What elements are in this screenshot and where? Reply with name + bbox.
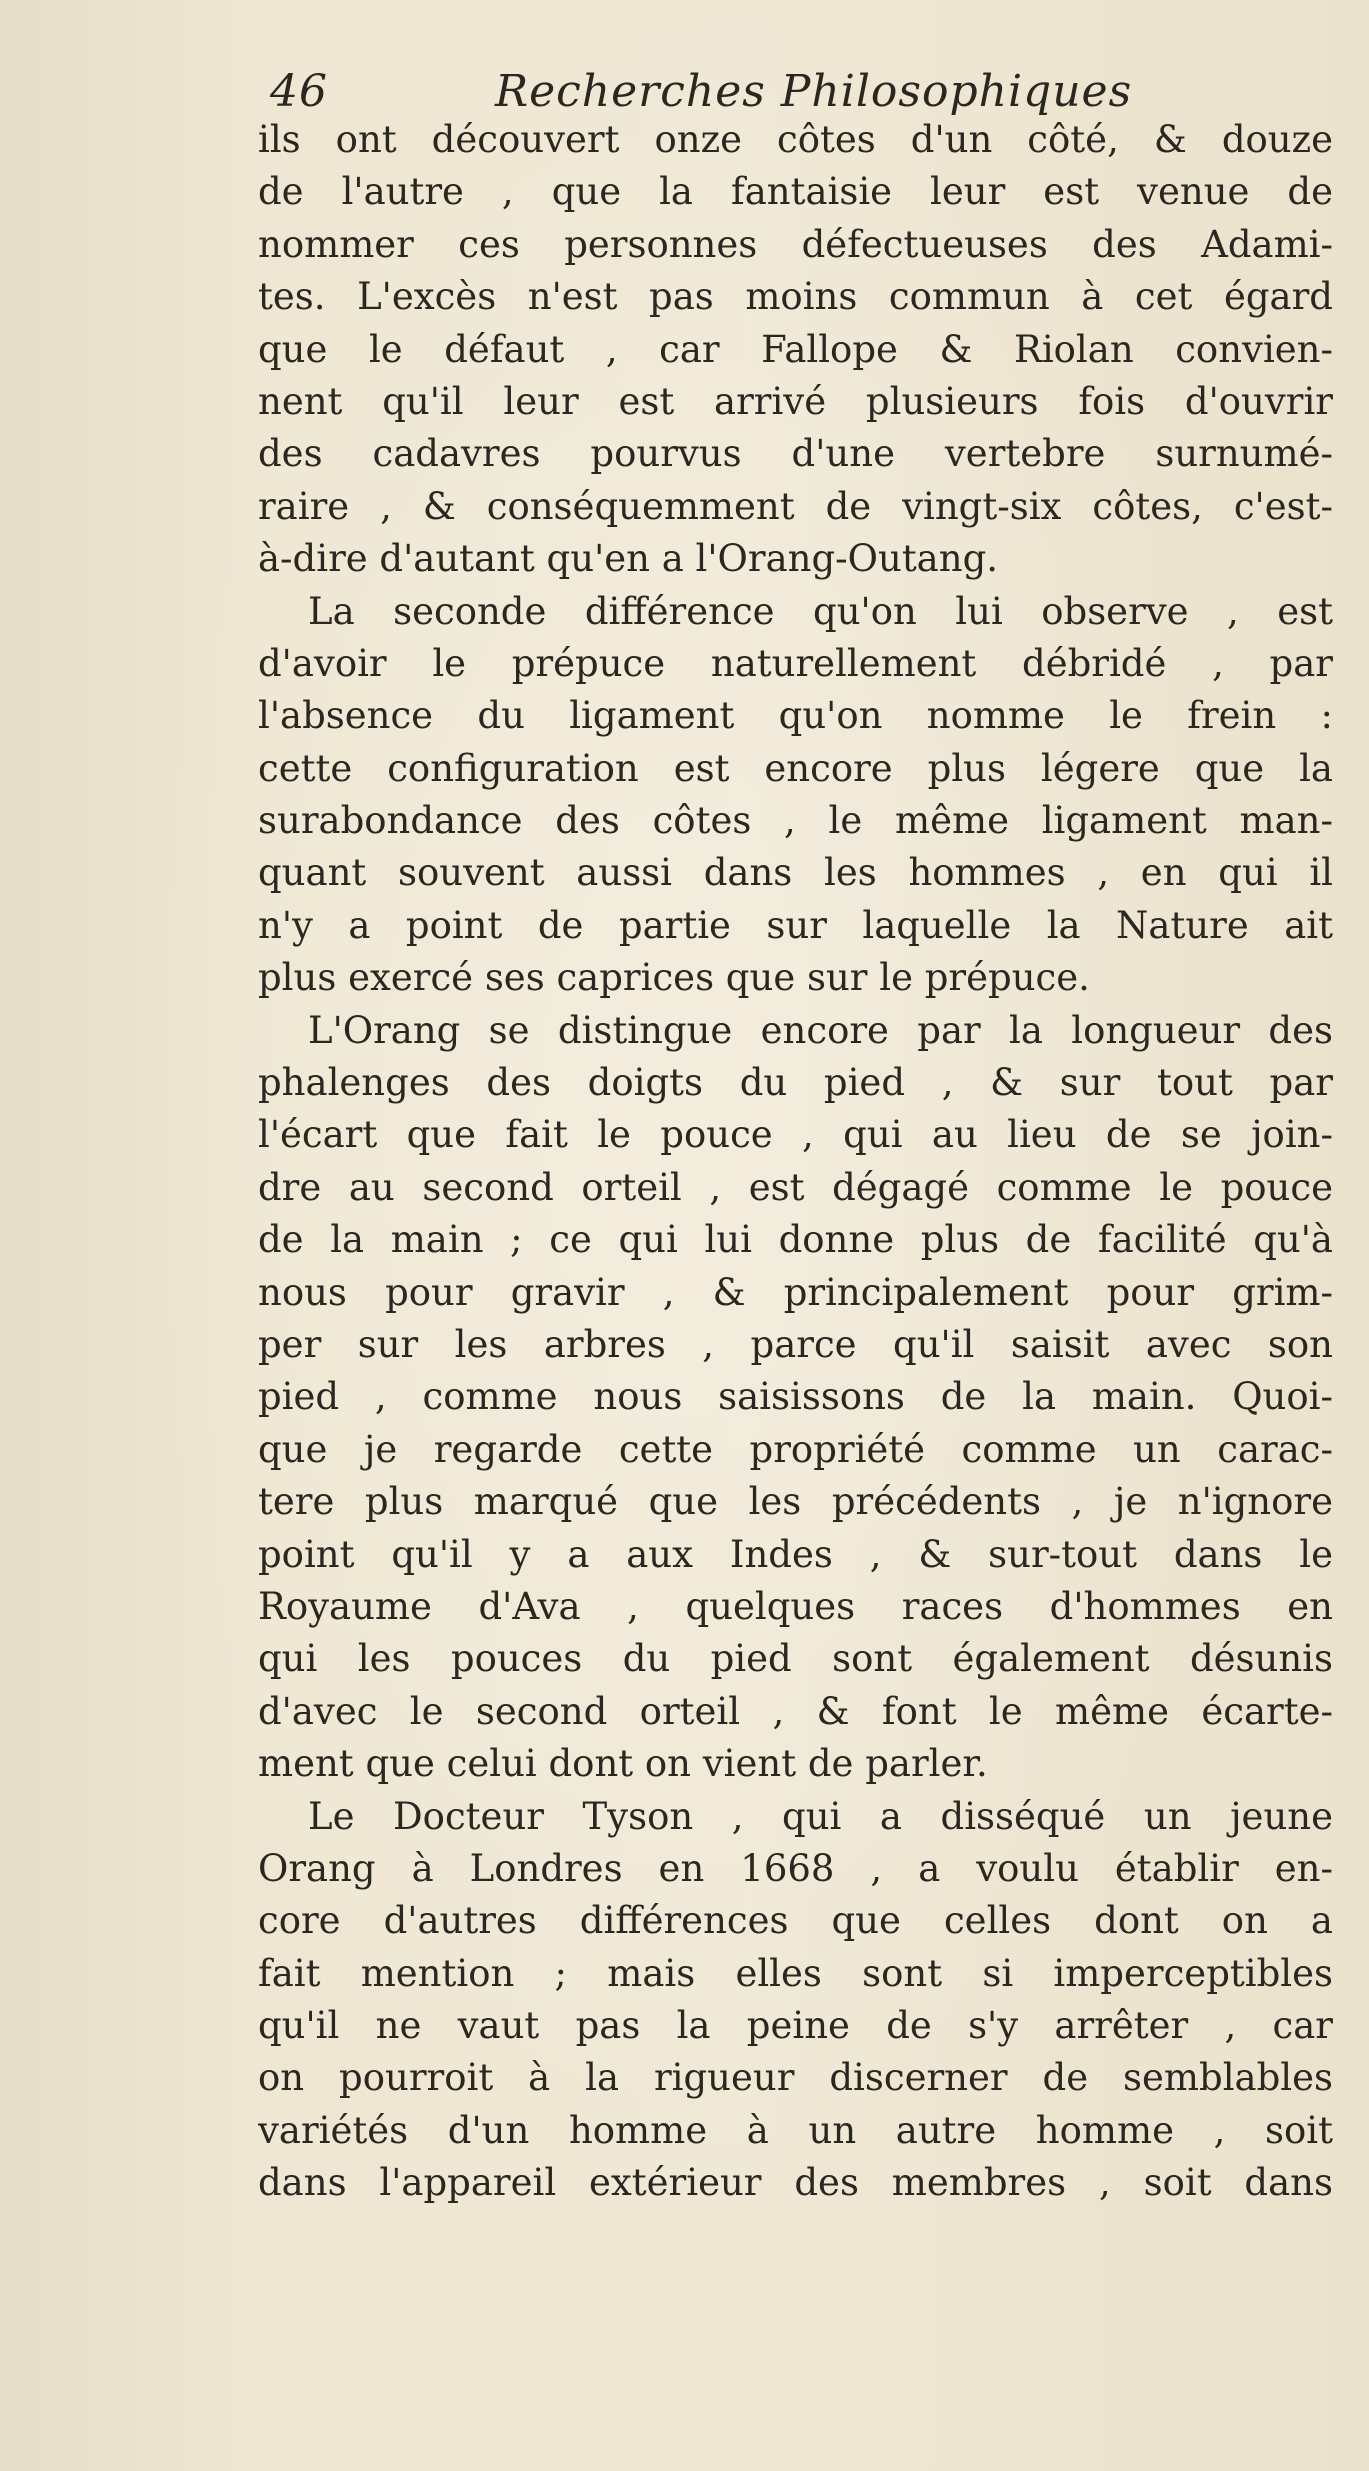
text-line: d'avoir le prépuce naturellement débridé , par	[258, 641, 1333, 685]
text-line: d'avec le second orteil , & font le même écarte-	[258, 1689, 1333, 1733]
text-line: qui les pouces du pied sont également désunis	[258, 1637, 1333, 1681]
text-line: L'Orang se distingue encore par la longueur des	[308, 1008, 1333, 1052]
text-line: fait mention ; mais elles sont si imperceptibles	[258, 1951, 1333, 1995]
text-line: des cadavres pourvus d'une vertebre surnumé-	[258, 432, 1333, 476]
text-line: quant souvent aussi dans les hommes , en qui il	[258, 851, 1333, 895]
text-line: variétés d'un homme à un autre homme , soit	[258, 2108, 1333, 2152]
text-line: tere plus marqué que les précédents , je n'ignore	[258, 1480, 1333, 1524]
text-line: nommer ces personnes défectueuses des Adami-	[258, 222, 1333, 266]
text-line: l'écart que fait le pouce , qui au lieu de se join-	[258, 1113, 1333, 1157]
page-number: 46	[270, 66, 328, 117]
text-line: à-dire d'autant qu'en a l'Orang-Outang.	[258, 537, 999, 581]
text-line: l'absence du ligament qu'on nomme le frein :	[258, 694, 1333, 738]
text-line: de la main ; ce qui lui donne plus de facilité qu'à	[258, 1218, 1333, 1262]
text-line: point qu'il y a aux Indes , & sur-tout dans le	[258, 1532, 1333, 1576]
text-line: de l'autre , que la fantaisie leur est venue de	[258, 170, 1333, 214]
text-line: Royaume d'Ava , quelques races d'hommes en	[258, 1584, 1333, 1628]
text-line: dre au second orteil , est dégagé comme le pouce	[258, 1165, 1333, 1209]
text-line: on pourroit à la rigueur discerner de semblables	[258, 2056, 1333, 2100]
text-line: ment que celui dont on vient de parler.	[258, 1742, 988, 1786]
text-line: Orang à Londres en 1668 , a voulu établir en-	[258, 1846, 1333, 1890]
text-line: surabondance des côtes , le même ligament man-	[258, 799, 1333, 843]
text-line: per sur les arbres , parce qu'il saisit avec son	[258, 1322, 1333, 1366]
text-line: qu'il ne vaut pas la peine de s'y arrêter , car	[258, 2004, 1333, 2048]
text-line: que je regarde cette propriété comme un carac-	[258, 1427, 1333, 1471]
text-line: n'y a point de partie sur laquelle la Nature ait	[258, 903, 1333, 947]
text-line: La seconde différence qu'on lui observe , est	[308, 589, 1333, 633]
text-line: tes. L'excès n'est pas moins commun à cet égard	[258, 275, 1333, 319]
running-head: Recherches Philosophiques	[495, 66, 1133, 117]
text-line: Le Docteur Tyson , qui a disséqué un jeune	[308, 1794, 1333, 1838]
text-line: dans l'appareil extérieur des membres , soit dans	[258, 2161, 1333, 2205]
text-line: ils ont découvert onze côtes d'un côté, & douze	[258, 118, 1333, 161]
text-line: nous pour gravir , & principalement pour grim-	[258, 1270, 1333, 1314]
body-text	[258, 114, 1333, 2210]
text-line: cette configuration est encore plus légere que la	[258, 746, 1333, 790]
text-line: raire , & conséquemment de vingt-six côtes, c'est-	[258, 484, 1333, 528]
text-line: que le défaut , car Fallope & Riolan convien-	[258, 327, 1333, 371]
text-line: core d'autres différences que celles dont on a	[258, 1899, 1333, 1943]
text-line: phalenges des doigts du pied , & sur tout par	[258, 1061, 1333, 1105]
text-line: plus exercé ses caprices que sur le prépuce.	[258, 956, 1090, 1000]
text-line: nent qu'il leur est arrivé plusieurs fois d'ouvrir	[258, 379, 1333, 423]
text-line: pied , comme nous saisissons de la main. Quoi-	[258, 1375, 1333, 1419]
